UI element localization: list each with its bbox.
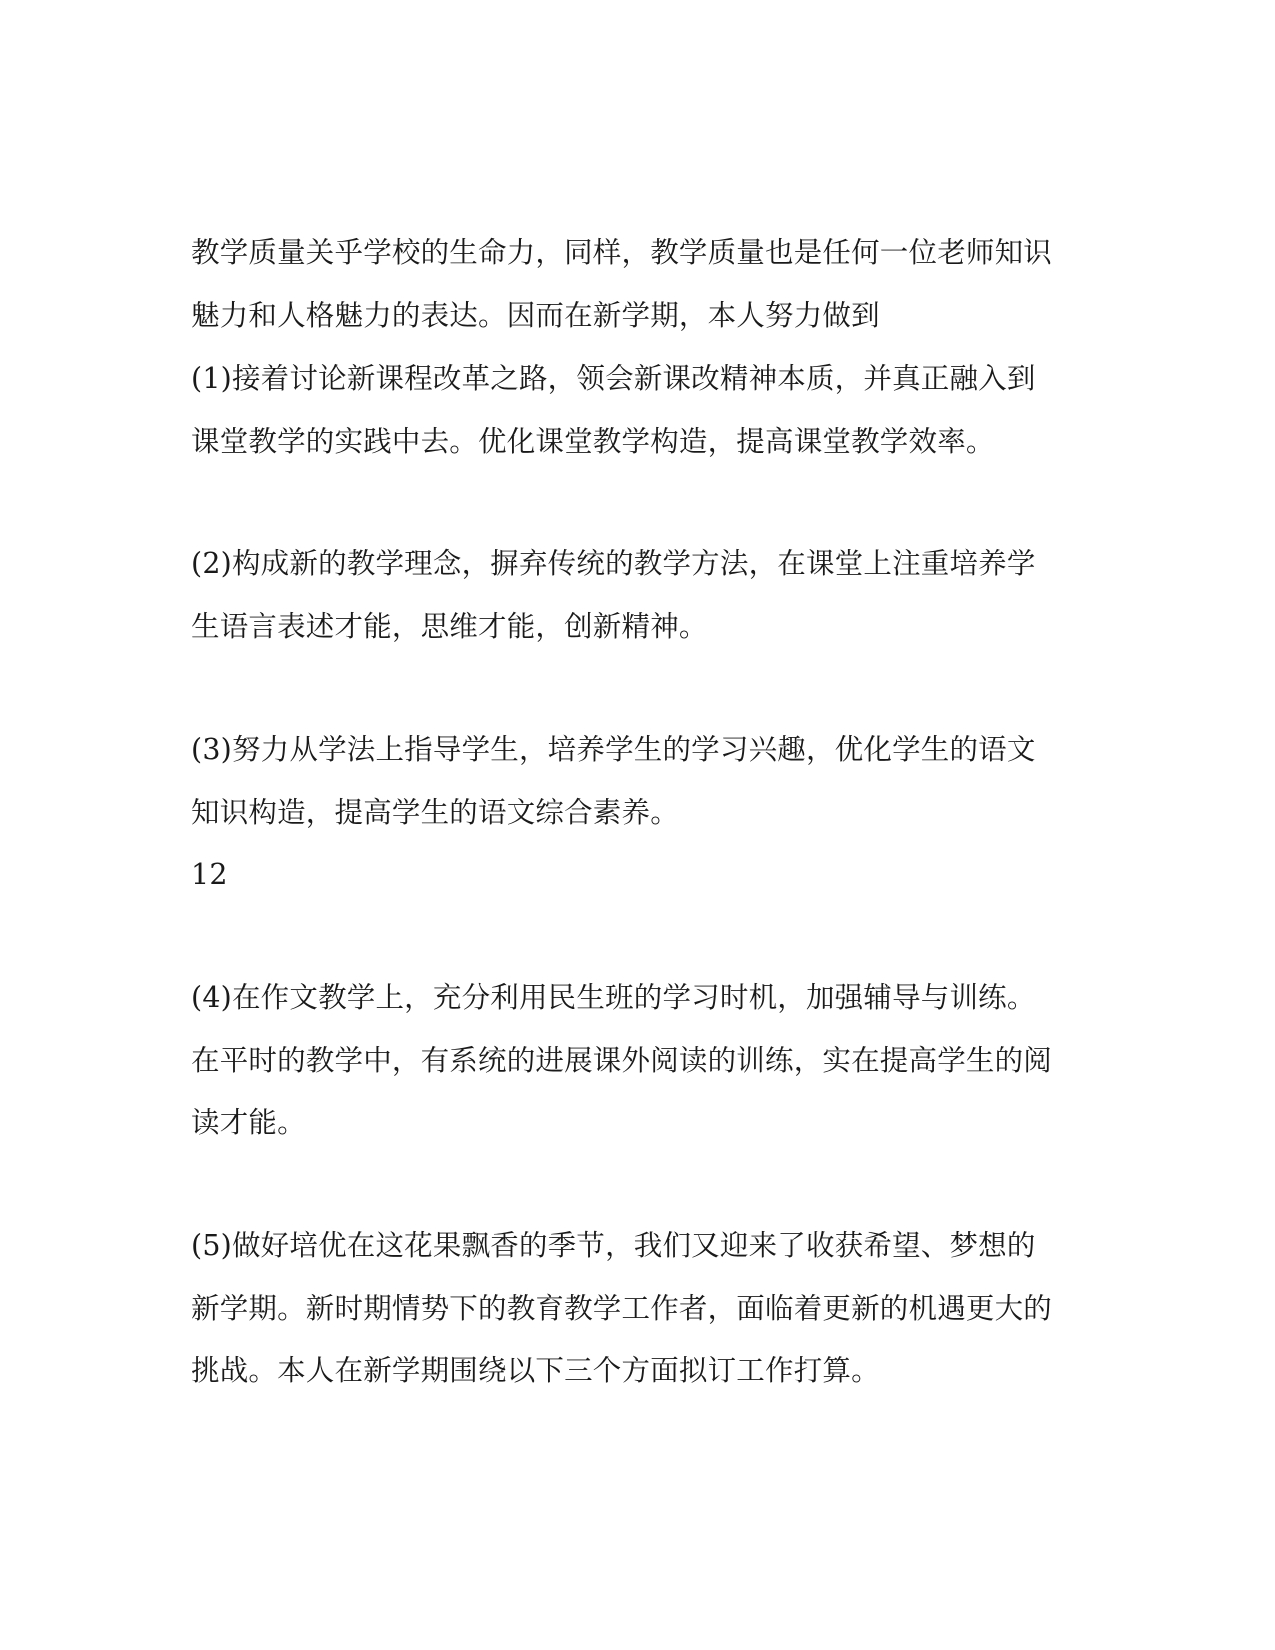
paragraph-intro-line-2: 魅力和人格魅力的表达。因而在新学期，本人努力做到 (191, 299, 880, 332)
page-number-fragment: 12 (191, 858, 228, 891)
item-2-line-2: 生语言表述才能，思维才能，创新精神。 (191, 610, 708, 643)
item-1-line-1: (1)接着讨论新课程改革之路，领会新课改精神本质，并真正融入到 (191, 362, 1036, 395)
item-5-line-3: 挑战。本人在新学期围绕以下三个方面拟订工作打算。 (191, 1354, 880, 1387)
item-4-line-1: (4)在作文教学上，充分利用民生班的学习时机，加强辅导与训练。 (191, 981, 1036, 1014)
item-5-line-2: 新学期。新时期情势下的教育教学工作者，面临着更新的机遇更大的 (191, 1292, 1053, 1325)
item-2-line-1: (2)构成新的教学理念，摒弃传统的教学方法，在课堂上注重培养学 (191, 547, 1036, 580)
item-4-line-2: 在平时的教学中，有系统的进展课外阅读的训练，实在提高学生的阅 (191, 1044, 1053, 1077)
item-1-line-2: 课堂教学的实践中去。优化课堂教学构造，提高课堂教学效率。 (191, 425, 995, 458)
item-5-line-1: (5)做好培优在这花果飘香的季节，我们又迎来了收获希望、梦想的 (191, 1229, 1036, 1262)
item-3-line-1: (3)努力从学法上指导学生，培养学生的学习兴趣，优化学生的语文 (191, 733, 1036, 766)
item-3-line-2: 知识构造，提高学生的语文综合素养。 (191, 796, 679, 829)
item-4-line-3: 读才能。 (191, 1106, 306, 1139)
paragraph-intro-line-1: 教学质量关乎学校的生命力，同样，教学质量也是任何一位老师知识 (191, 236, 1053, 269)
